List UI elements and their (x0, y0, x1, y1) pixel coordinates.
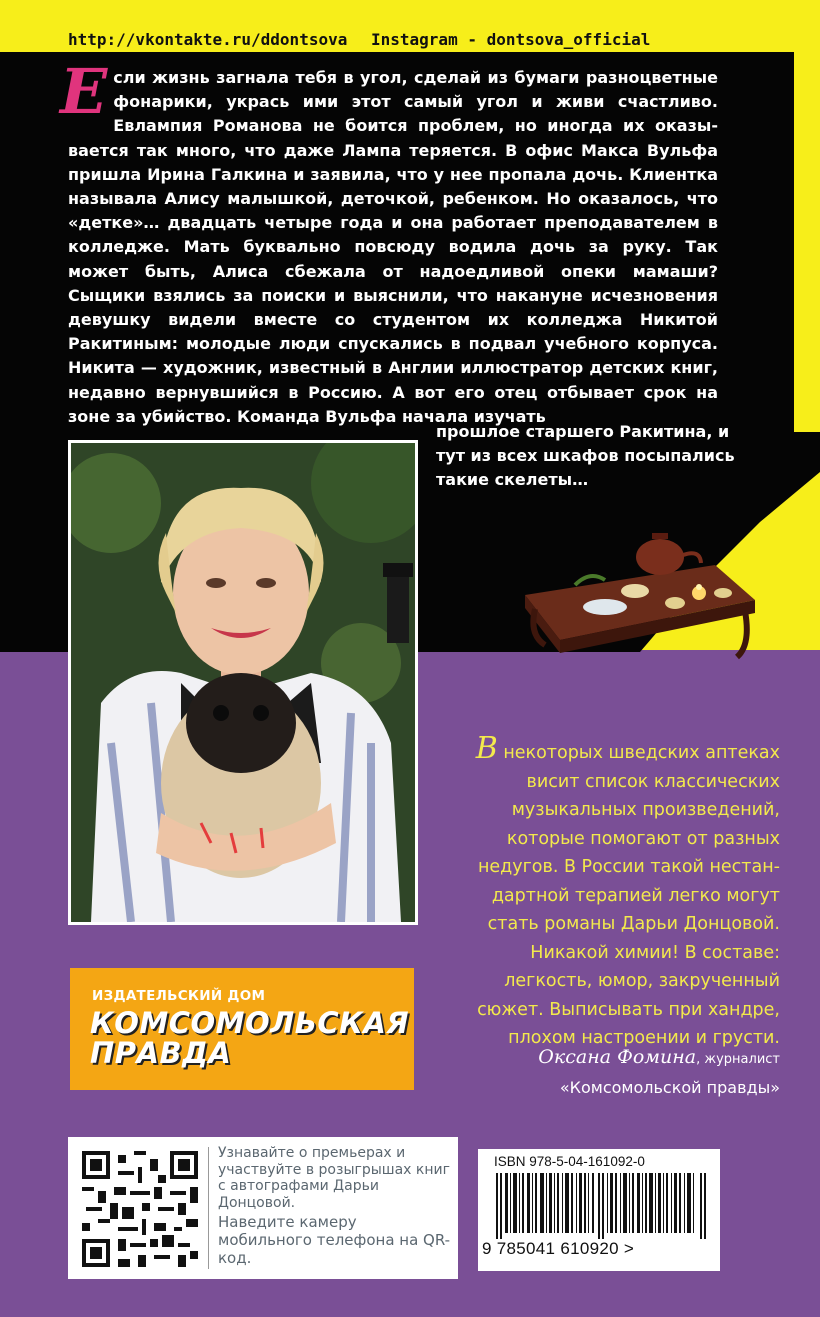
qr-code-icon[interactable] (82, 1151, 198, 1267)
social-links-bar (68, 30, 664, 52)
book-annotation (60, 55, 718, 429)
author-with-pug-illustration (71, 443, 415, 922)
annotation-text: сли жизнь загнала тебя в угол, сделай из бумаги разноцветные фонарики, укрась ими этот самый угол и живи счастливо. Евлампия Романова не боится проблем, но иногда их оказывается так много, что даже Лампа теряется. В офис Макса Вульфа пришла Ирина Галкина и заявила, что у нее пропала дочь. Клиентка называла Алису малышкой, деточкой, ребенком. Но оказалось, что «детке»… двадцать четыре года и она работает преподавателем в колледже. Мать буквально повсюду водила дочь за руку. Так может быть, Алиса сбежала от надоедливой опеки мамаши? Сыщики взялись за поиски и выяснили, что накануне исчезновения девушку видели вместе со студентом их колледжа Никитой Ракитиным: молодые люди спускались в подвал учебного корпуса. Никита — художник, известный в Англии иллюстратор детских книг, недавно вернувшийся в Россию. А вот его отец отбывает срок на зоне за убийство. Команда Вульфа начала изучать (68, 68, 718, 426)
review-outlet: «Комсомольской правды» (559, 1078, 780, 1097)
annotation-drop-cap: Е (60, 55, 108, 128)
publisher-name-line1: КОМСОМОЛЬСКАЯ (90, 1006, 410, 1040)
review-drop-cap: В (475, 731, 498, 766)
publisher-name-line2: ПРАВДА (90, 1036, 232, 1070)
qr-divider (208, 1147, 209, 1269)
publisher-logo (70, 968, 414, 1090)
vk-link[interactable]: http://vkontakte.ru/ddontsova (68, 30, 348, 49)
barcode-digits: 9 785041 610920 > (482, 1239, 635, 1258)
review-author: Оксана Фомина (538, 1046, 697, 1068)
review-signature (440, 1043, 780, 1102)
isbn-label: ISBN 978-5-04-161092-0 (494, 1154, 645, 1169)
qr-instruction-text: Наведите камеру мобильного телефона на QR-код. (218, 1213, 451, 1267)
isbn-panel (478, 1149, 720, 1271)
annotation-tail-text: прошлое старшего Ракитина, и тут из всех шкафов посыпались такие скелеты… (436, 422, 735, 490)
tea-table-illustration (515, 525, 760, 670)
instagram-link[interactable]: Instagram - dontsova_official (371, 30, 651, 49)
reader-review (440, 731, 780, 1053)
publisher-name (90, 1008, 409, 1068)
qr-panel (68, 1137, 458, 1279)
qr-promo-text: Узнавайте о премьерах и участвуйте в розыгрышах книг с автографами Дарьи Донцовой. (218, 1145, 450, 1211)
barcode-icon (496, 1173, 708, 1239)
review-author-role: , журналист (696, 1052, 780, 1067)
publisher-label: ИЗДАТЕЛЬСКИЙ ДОМ (92, 988, 266, 1004)
author-photo (68, 440, 418, 925)
review-text: некоторых шведских аптеках висит список классических музыкальных произведений, которые помогают от разных недугов. В России такой нестандартной терапией легко могут стать романы Дарьи Донцовой. Никакой химии! В составе: легкость, юмор, закрученный сюжет. Выписывать при хандре, плохом настроении и грусти. (477, 743, 780, 1048)
